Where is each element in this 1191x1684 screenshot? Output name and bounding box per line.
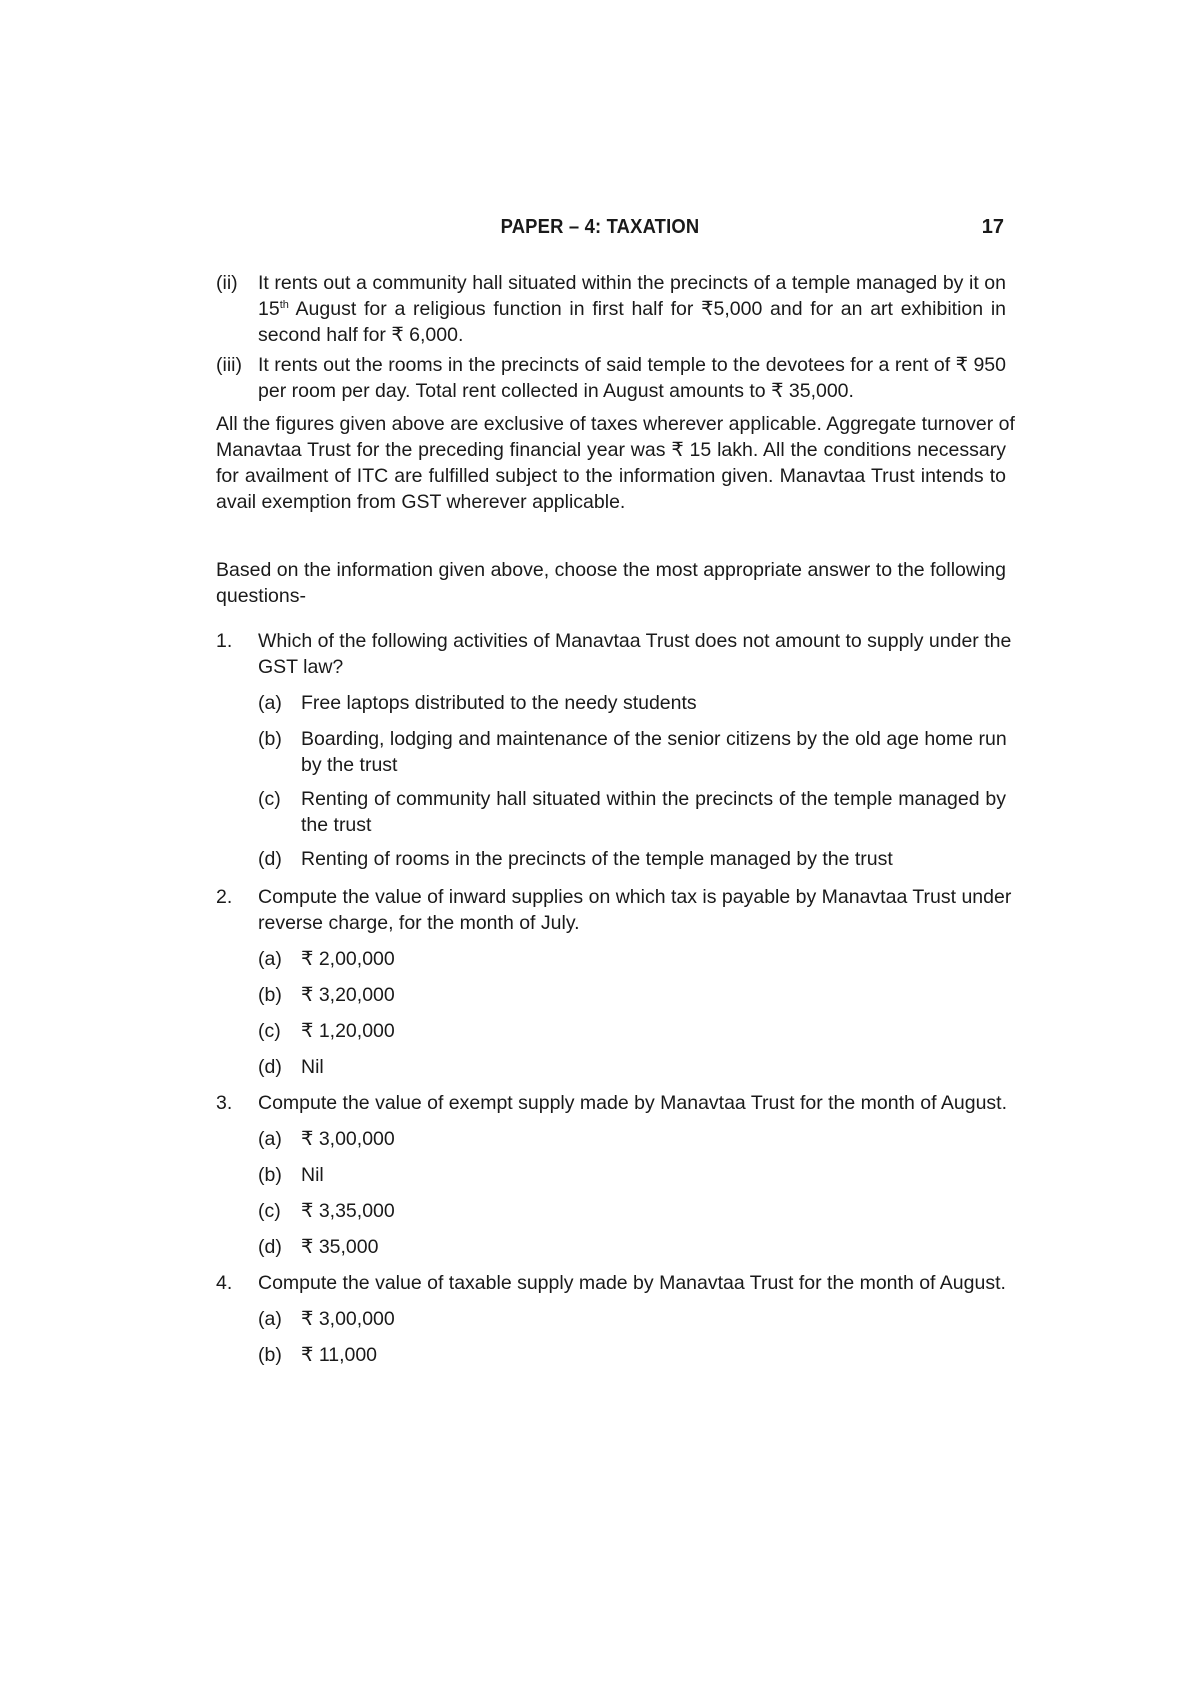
question-number: 1.	[216, 630, 233, 652]
text-line: per room per day. Total rent collected in August amounts to ₹ 35,000.	[258, 380, 854, 402]
option-label: (d)	[258, 1236, 282, 1258]
date-suffix: th	[279, 299, 289, 311]
option-text	[301, 1306, 1006, 1332]
text-line: ₹ 1,20,000	[301, 1020, 395, 1042]
text-line: Renting of community hall situated within the precincts of the temple managed by	[301, 788, 1006, 810]
item-label: (iii)	[216, 354, 242, 376]
text-line: All the figures given above are exclusive of taxes wherever applicable. Aggregate turnover of	[216, 413, 1015, 435]
text-line: by the trust	[301, 754, 398, 776]
option-label: (d)	[258, 1056, 282, 1078]
option-label: (c)	[258, 788, 281, 810]
option-label: (b)	[258, 728, 282, 750]
page-number: 17	[981, 216, 1004, 238]
option-label: (a)	[258, 948, 282, 970]
option-text	[301, 690, 1006, 716]
page-title: PAPER – 4: TAXATION	[500, 216, 700, 238]
text-line: second half for ₹ 6,000.	[258, 324, 464, 346]
item-text	[258, 352, 1006, 404]
question-text	[258, 628, 1012, 680]
text-line: Renting of rooms in the precincts of the temple managed by the trust	[301, 848, 893, 870]
text-line	[258, 296, 1006, 322]
option-text	[301, 982, 1006, 1008]
text-line: Compute the value of inward supplies on which tax is payable by Manavtaa Trust under	[258, 886, 1012, 908]
question-number: 2.	[216, 886, 233, 908]
text-line: ₹ 3,00,000	[301, 1308, 395, 1330]
question-number: 3.	[216, 1092, 233, 1114]
text-line: ₹ 3,20,000	[301, 984, 395, 1006]
text-line: questions-	[216, 585, 306, 607]
text-line: It rents out the rooms in the precincts of said temple to the devotees for a rent of ₹ 950	[258, 354, 1006, 376]
option-label: (b)	[258, 1164, 282, 1186]
question-text	[258, 1270, 1006, 1296]
option-text	[301, 1126, 1006, 1152]
option-label: (b)	[258, 1344, 282, 1366]
text-line: Manavtaa Trust for the preceding financial year was ₹ 15 lakh. All the conditions necessary	[216, 439, 1006, 461]
text-line: the trust	[301, 814, 372, 836]
option-text	[301, 846, 1006, 872]
option-text	[301, 726, 1006, 778]
text-line-rest: August for a religious function in first half for ₹5,000 and for an art exhibition in	[295, 298, 1006, 320]
text-line: Compute the value of taxable supply made by Manavtaa Trust for the month of August.	[258, 1272, 1006, 1294]
item-label: (ii)	[216, 272, 238, 294]
date-number: 15	[258, 298, 280, 320]
option-label: (c)	[258, 1200, 281, 1222]
option-text	[301, 1018, 1006, 1044]
text-line: GST law?	[258, 656, 344, 678]
paragraph-instructions	[216, 557, 1006, 609]
page-header	[200, 216, 1004, 246]
option-text	[301, 1198, 1006, 1224]
question-number: 4.	[216, 1272, 233, 1294]
question-text	[258, 884, 1012, 936]
option-text	[301, 946, 1006, 972]
text-line: Boarding, lodging and maintenance of the senior citizens by the old age home run	[301, 728, 1007, 750]
option-text	[301, 786, 1006, 838]
option-label: (a)	[258, 1308, 282, 1330]
question-text	[258, 1090, 1006, 1116]
text-line: for availment of ITC are fulfilled subject to the information given. Manavtaa Trust intends to	[216, 465, 1006, 487]
option-label: (d)	[258, 848, 282, 870]
text-line: Free laptops distributed to the needy students	[301, 692, 697, 714]
paragraph-conditions	[216, 411, 1015, 515]
text-line: Compute the value of exempt supply made by Manavtaa Trust for the month of August.	[258, 1092, 1007, 1114]
option-label: (c)	[258, 1020, 281, 1042]
text-line: ₹ 2,00,000	[301, 948, 395, 970]
option-text	[301, 1342, 1006, 1368]
text-line: avail exemption from GST wherever applicable.	[216, 491, 626, 513]
option-text	[301, 1054, 1006, 1080]
option-label: (b)	[258, 984, 282, 1006]
item-text	[258, 270, 1006, 348]
option-text	[301, 1234, 1006, 1260]
text-line: Nil	[301, 1056, 324, 1078]
text-line: Which of the following activities of Manavtaa Trust does not amount to supply under the	[258, 630, 1012, 652]
text-line: ₹ 3,35,000	[301, 1200, 395, 1222]
text-line: ₹ 3,00,000	[301, 1128, 395, 1150]
text-line: reverse charge, for the month of July.	[258, 912, 580, 934]
text-line: ₹ 35,000	[301, 1236, 379, 1258]
option-text	[301, 1162, 1006, 1188]
option-label: (a)	[258, 1128, 282, 1150]
option-label: (a)	[258, 692, 282, 714]
text-line: It rents out a community hall situated within the precincts of a temple managed by it on	[258, 272, 1006, 294]
text-line: Based on the information given above, choose the most appropriate answer to the following	[216, 559, 1006, 581]
text-line: ₹ 11,000	[301, 1344, 378, 1366]
text-line: Nil	[301, 1164, 324, 1186]
